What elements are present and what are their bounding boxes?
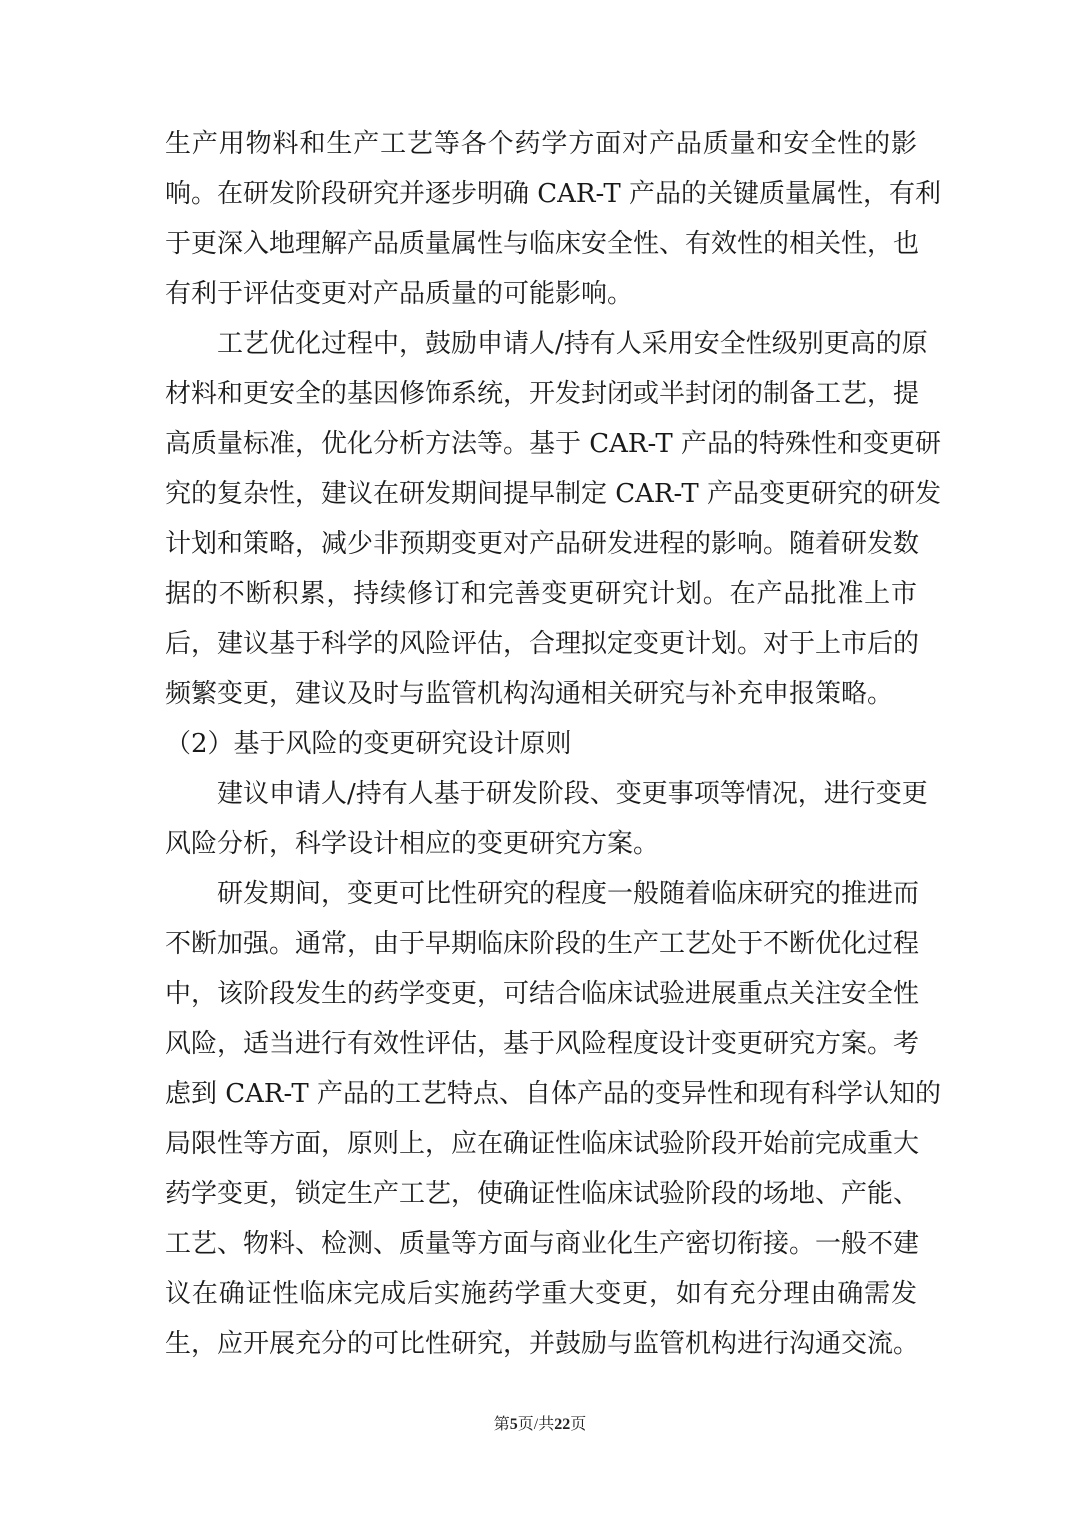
text-line: 不断加强。通常，由于早期临床阶段的生产工艺处于不断优化过程 bbox=[165, 929, 920, 959]
page-number-footer bbox=[0, 1415, 1080, 1435]
text-line: 高质量标准，优化分析方法等。基于 CAR-T 产品的特殊性和变更研 bbox=[165, 429, 941, 459]
text-line: 虑到 CAR-T 产品的工艺特点、自体产品的变异性和现有科学认知的 bbox=[165, 1079, 941, 1109]
footer-middle: 页/共 bbox=[517, 1416, 555, 1433]
text-line: 生产用物料和生产工艺等各个药学方面对产品质量和安全性的影 bbox=[165, 129, 917, 159]
text-line: 风险分析，科学设计相应的变更研究方案。 bbox=[165, 829, 660, 859]
text-line: 材料和更安全的基因修饰系统，开发封闭或半封闭的制备工艺，提 bbox=[165, 379, 920, 409]
text-line: 于更深入地理解产品质量属性与临床安全性、有效性的相关性，也 bbox=[165, 229, 920, 259]
text-line: 后，建议基于科学的风险评估，合理拟定变更计划。对于上市后的 bbox=[165, 629, 920, 659]
footer-prefix: 第 bbox=[493, 1416, 510, 1433]
text-line: 究的复杂性，建议在研发期间提早制定 CAR-T 产品变更研究的研发 bbox=[165, 479, 941, 509]
text-line: 风险，适当进行有效性评估，基于风险程度设计变更研究方案。考 bbox=[165, 1029, 920, 1059]
section-heading: （2）基于风险的变更研究设计原则 bbox=[165, 729, 572, 759]
text-line: 计划和策略，减少非预期变更对产品研发进程的影响。随着研发数 bbox=[165, 529, 920, 559]
text-line: 有利于评估变更对产品质量的可能影响。 bbox=[165, 279, 634, 309]
total-page-number: 22 bbox=[554, 1416, 571, 1433]
text-line: 议在确证性临床完成后实施药学重大变更，如有充分理由确需发 bbox=[165, 1279, 917, 1309]
text-line: 据的不断积累，持续修订和完善变更研究计划。在产品批准上市 bbox=[165, 579, 917, 609]
text-line: 工艺优化过程中，鼓励申请人/持有人采用安全性级别更高的原 bbox=[217, 329, 928, 359]
text-line: 中，该阶段发生的药学变更，可结合临床试验进展重点关注安全性 bbox=[165, 979, 920, 1009]
text-line: 局限性等方面，原则上，应在确证性临床试验阶段开始前完成重大 bbox=[165, 1129, 920, 1159]
current-page-number: 5 bbox=[509, 1416, 518, 1433]
text-line: 药学变更，锁定生产工艺，使确证性临床试验阶段的场地、产能、 bbox=[165, 1179, 920, 1209]
text-line: 生，应开展充分的可比性研究，并鼓励与监管机构进行沟通交流。 bbox=[165, 1329, 920, 1359]
text-line: 响。在研发阶段研究并逐步明确 CAR-T 产品的关键质量属性，有利 bbox=[165, 179, 941, 209]
text-line: 建议申请人/持有人基于研发阶段、变更事项等情况，进行变更 bbox=[217, 779, 928, 809]
footer-suffix: 页 bbox=[570, 1416, 587, 1433]
text-line: 频繁变更，建议及时与监管机构沟通相关研究与补充申报策略。 bbox=[165, 679, 894, 709]
text-line: 研发期间，变更可比性研究的程度一般随着临床研究的推进而 bbox=[217, 879, 920, 909]
text-line: 工艺、物料、检测、质量等方面与商业化生产密切衔接。一般不建 bbox=[165, 1229, 920, 1259]
